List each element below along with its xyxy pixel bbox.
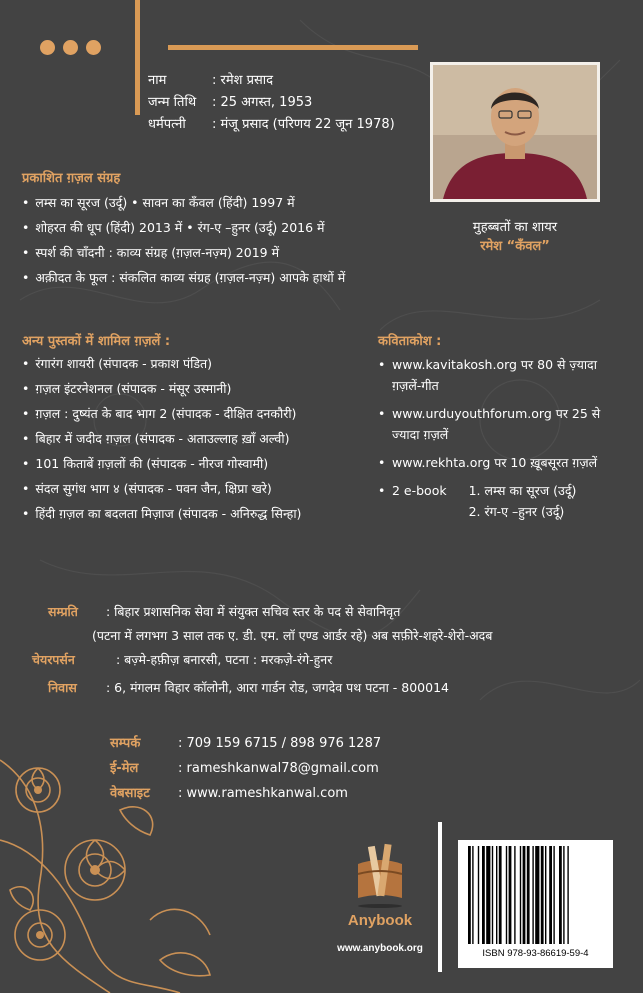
barcode-bar: [532, 846, 533, 944]
dot-1: [40, 40, 55, 55]
web-label: वेबसाइट: [110, 786, 150, 801]
chair-row: [32, 648, 628, 672]
bio-block: [148, 70, 395, 136]
top-horizontal-rule: [168, 45, 418, 50]
menu-dots: [40, 40, 101, 55]
bio-row-name: [148, 70, 395, 92]
author-portrait: [433, 65, 597, 199]
other-books-section: [22, 331, 301, 526]
list-item: • 101 किताबें ग़ज़लों की (संपादक - नीरज गोस्वामी): [22, 451, 301, 476]
other-books-list: [22, 351, 301, 526]
web-row: [110, 781, 381, 806]
section-title: अन्य पुस्तकों में शामिल ग़ज़लें :: [22, 334, 171, 349]
ebook-title: 2. रंग-ए –हुनर (उर्दू): [468, 504, 565, 519]
chair-label: चेयरपर्सन: [32, 652, 75, 667]
ebook-item: • 2 e-book 1. लम्स का सूरज (उर्दू) 2. रंग-ए –हुनर (उर्दू): [378, 480, 623, 522]
barcode-bar: [492, 846, 493, 944]
email-value: : rameshkanwal78@gmail.com: [178, 761, 379, 776]
sammati-line-2: (पटना में लगभग 3 साल तक ए. डी. एम. लॉ एण्ड आर्डर रहे) अब सफ़ीरे-शहरे-शेरो-अदब: [92, 628, 493, 643]
photo-caption: [430, 218, 600, 256]
barcode-bar: [499, 846, 502, 944]
email-label: ई-मेल: [110, 761, 139, 776]
barcode-bar: [535, 846, 539, 944]
phone-row: [110, 731, 381, 756]
address-value: : 6, मंगलम विहार कॉलोनी, आरा गार्डन रोड, जगदेव पथ पटना - 800014: [106, 680, 449, 695]
barcode-bar: [509, 846, 512, 944]
dot-2: [63, 40, 78, 55]
bio-value: : 25 अगस्त, 1953: [212, 95, 313, 110]
published-section: [22, 168, 345, 290]
bio-label: धर्मपत्नी: [148, 117, 186, 132]
contact-block: [110, 731, 381, 806]
bio-label: जन्म तिथि: [148, 95, 197, 110]
author-photo: [430, 62, 600, 202]
bio-row-spouse: [148, 114, 395, 136]
kavitakosh-section: [378, 331, 623, 529]
barcode-bar: [514, 846, 515, 944]
list-item: • स्पर्श की चाँदनी : काव्य संग्रह (ग़ज़ल-नज़्म) 2019 में: [22, 240, 345, 265]
list-item: • संदल सुगंध भाग ४ (संपादक - पवन जैन, क्षिप्रा खरे): [22, 476, 301, 501]
info-block: [32, 600, 628, 700]
chair-value: : बज़्मे-हफ़ीज़ बनारसी, पटना : मरकज़े-रंगे-हुनर: [116, 652, 333, 667]
list-item: • ग़ज़ल इंटरनेशनल (संपादक - मंसूर उस्मानी): [22, 376, 301, 401]
publisher-name: Anybook: [347, 912, 413, 929]
barcode-bar: [559, 846, 562, 944]
barcode-bar: [496, 846, 497, 944]
web-value: : www.rameshkanwal.com: [178, 786, 348, 801]
top-vertical-rule: [135, 0, 140, 115]
caption-line: मुहब्बतों का शायर: [472, 220, 558, 235]
ebook-title: 1. लम्स का सूरज (उर्दू): [468, 483, 577, 498]
ebook-label: 2 e-book: [392, 483, 447, 498]
list-item: • www.rekhta.org पर 10 ख़ूबसूरत ग़ज़लें: [378, 455, 598, 470]
barcode-bar: [486, 846, 490, 944]
barcode-bar: [567, 846, 568, 944]
list-item: • www.urduyouthforum.org पर 25 से ज्यादा ग़ज़लें: [378, 406, 601, 442]
barcode-bar: [549, 846, 552, 944]
list-item: • रंगारंग शायरी (संपादक - प्रकाश पंडित): [22, 351, 301, 376]
section-title: कविताकोश :: [378, 334, 442, 349]
barcode-bar: [468, 846, 471, 944]
list-item: • ग़ज़ल : दुष्यंत के बाद भाग 2 (संपादक - दीक्षित दनकौरी): [22, 401, 301, 426]
barcode-bar: [541, 846, 544, 944]
published-list: [22, 190, 345, 290]
barcode-bar: [553, 846, 554, 944]
sammati-value: : बिहार प्रशासनिक सेवा में संयुक्त सचिव स्तर के पद से सेवानिवृत: [106, 604, 401, 619]
barcode: [458, 840, 613, 968]
address-row: [48, 676, 628, 700]
email-row: [110, 756, 381, 781]
barcode-bar: [478, 846, 479, 944]
section-title: प्रकाशित ग़ज़ल संग्रह: [22, 171, 121, 186]
bio-value: : रमेश प्रसाद: [212, 73, 274, 88]
bio-row-dob: [148, 92, 395, 114]
list-item: • www.kavitakosh.org पर 80 से ज़्यादा ग़ज़लें-गीत: [378, 357, 597, 393]
barcode-bar: [527, 846, 530, 944]
list-item: • बिहार में जदीद ग़ज़ल (संपादक - अताउल्लाह ख़ाँ अल्वी): [22, 426, 301, 451]
barcode-bar: [472, 846, 473, 944]
sammati-label: सम्प्रति: [48, 604, 78, 619]
barcode-bar: [520, 846, 521, 944]
address-label: निवास: [48, 680, 77, 695]
phone-value: : 709 159 6715 / 898 976 1287: [178, 736, 382, 751]
barcode-bar: [523, 846, 526, 944]
list-item: • हिंदी ग़ज़ल का बदलता मिज़ाज (संपादक - अनिरुद्ध सिन्हा): [22, 501, 301, 526]
caption-author-name: रमेश “कँवल”: [480, 239, 550, 254]
dot-3: [86, 40, 101, 55]
barcode-bar: [545, 846, 546, 944]
phone-label: सम्पर्क: [110, 736, 141, 751]
isbn-number: ISBN 978-93-86619-59-4: [482, 948, 589, 959]
publisher-url: www.anybook.org: [337, 943, 423, 954]
publisher-logo: [330, 840, 430, 954]
list-item: • लम्स का सूरज (उर्दू) • सावन का कँवल (हिंदी) 1997 में: [22, 190, 345, 215]
barcode-bar: [563, 846, 564, 944]
list-item: • अक़ीदत के फूल : संकलित काव्य संग्रह (ग़ज़ल-नज़्म) आपके हाथों में: [22, 265, 345, 290]
bio-value: : मंजू प्रसाद (परिणय 22 जून 1978): [212, 117, 395, 132]
sammati-row: [48, 600, 628, 624]
kavitakosh-list: [378, 354, 623, 522]
bottom-vertical-rule: [438, 822, 442, 972]
list-item: • शोहरत की धूप (हिंदी) 2013 में • रंग-ए –हुनर (उर्दू) 2016 में: [22, 215, 345, 240]
bio-label: नाम: [148, 73, 167, 88]
barcode-bars: [466, 846, 605, 944]
barcode-bar: [506, 846, 507, 944]
barcode-bar: [482, 846, 485, 944]
anybook-logo-icon: [352, 840, 408, 908]
